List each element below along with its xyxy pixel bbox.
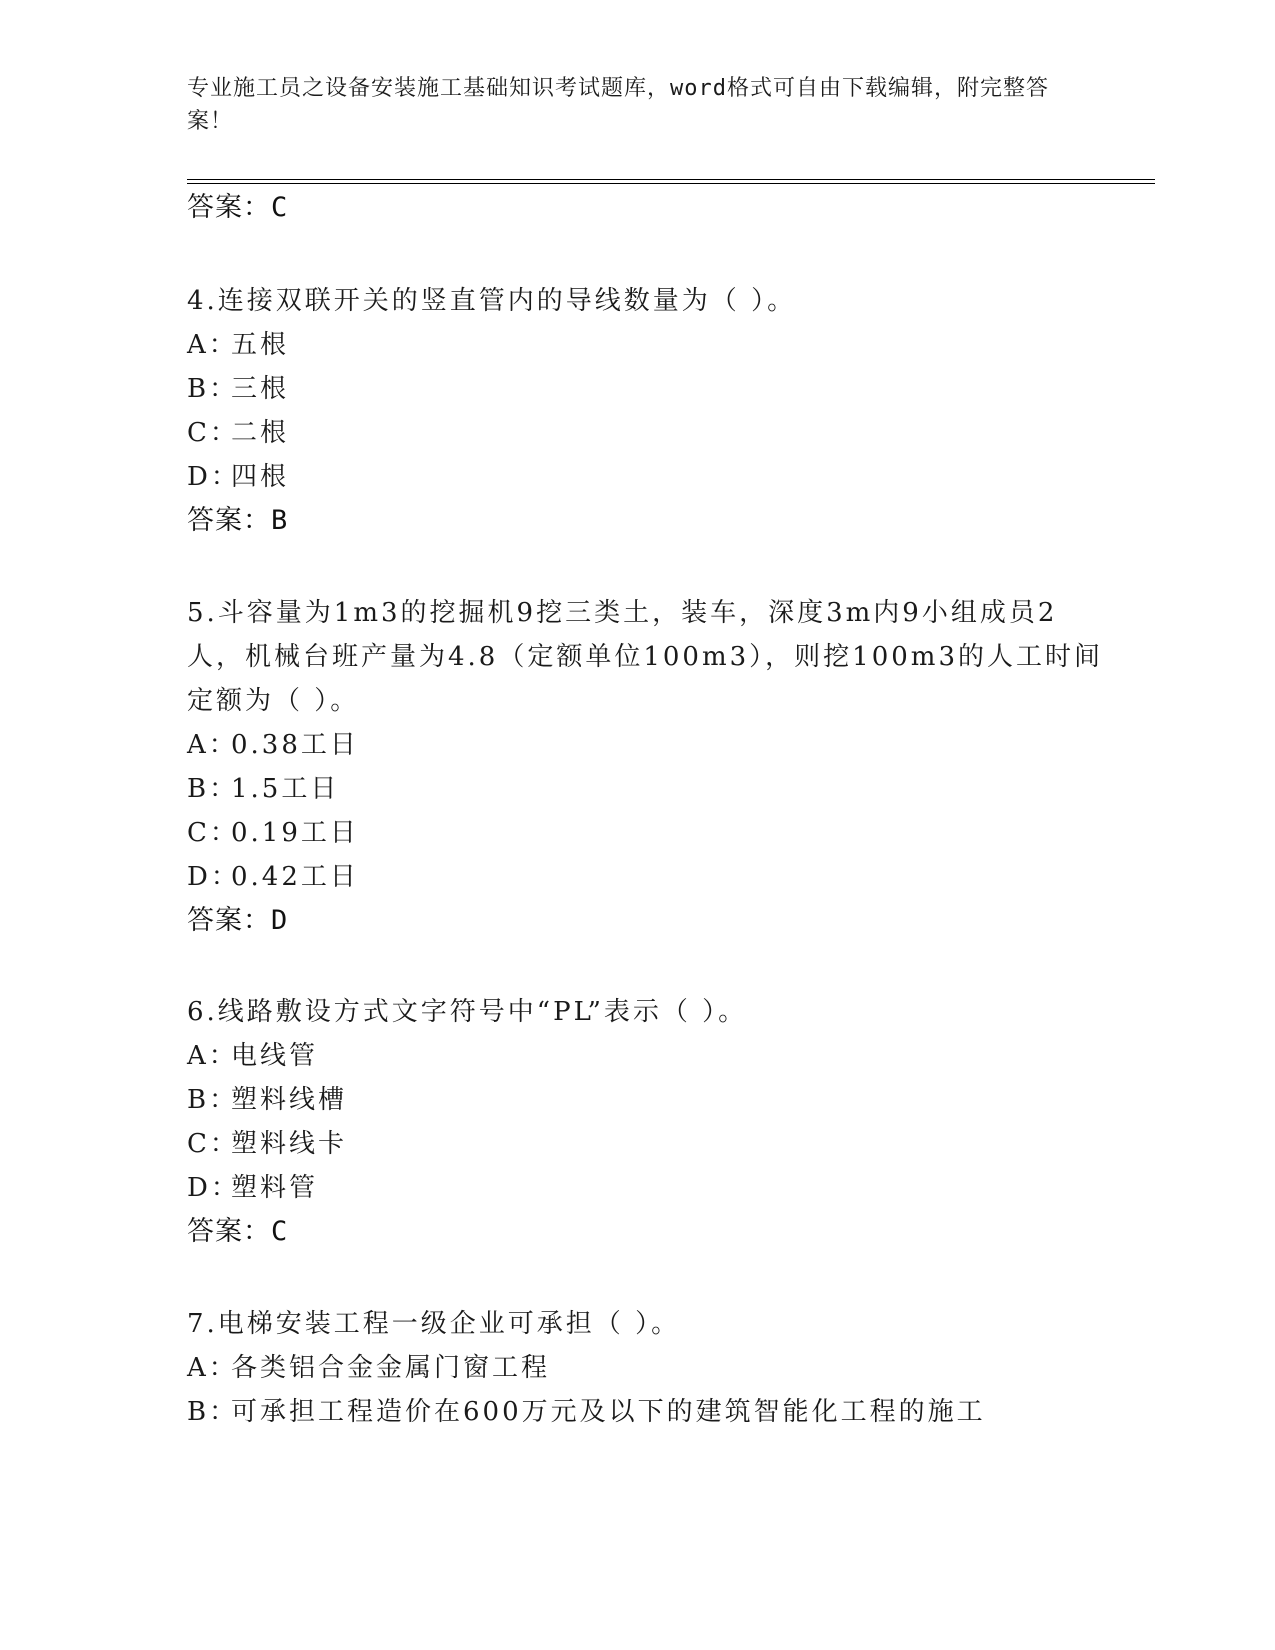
question-7-option-a (187, 1353, 550, 1383)
option-label: A： (187, 1041, 238, 1071)
option-text: 0.19工日 (231, 818, 359, 848)
option-text: 可承担工程造价在600万元及以下的建筑智能化工程的施工 (231, 1397, 986, 1427)
option-label: D： (187, 462, 240, 492)
question-4-option-d (187, 462, 289, 492)
option-label: B： (187, 1397, 239, 1427)
answer-q3: 答案：C (187, 192, 289, 223)
option-label: C： (187, 818, 239, 848)
question-7-option-b (187, 1397, 986, 1427)
option-text: 四根 (231, 462, 290, 492)
option-text: 电线管 (231, 1041, 319, 1071)
question-6-option-a (187, 1041, 318, 1071)
question-5-option-b (187, 774, 339, 804)
question-5-stem-line-1: 5.斗容量为1m3的挖掘机9挖三类土，装车，深度3m内9小组成员2 (187, 598, 1058, 628)
option-label: B： (187, 1085, 239, 1115)
option-text: 0.42工日 (231, 862, 359, 892)
option-label: C： (187, 418, 239, 448)
header-rule-top (187, 179, 1155, 180)
option-text: 各类铝合金金属门窗工程 (231, 1353, 551, 1383)
question-6-stem: 6.线路敷设方式文字符号中“PL”表示（ ）。 (187, 997, 748, 1027)
option-label: C： (187, 1129, 239, 1159)
option-label: D： (187, 862, 240, 892)
option-label: B： (187, 374, 239, 404)
option-label: A： (187, 730, 238, 760)
option-text: 1.5工日 (231, 774, 340, 804)
question-4-option-b (187, 374, 289, 404)
option-label: A： (187, 330, 238, 360)
question-6-option-d (187, 1173, 318, 1203)
option-text: 二根 (231, 418, 290, 448)
answer-q5: 答案：D (187, 905, 289, 936)
question-4-option-c (187, 418, 289, 448)
question-6-option-b (187, 1085, 347, 1115)
question-5-option-d (187, 862, 359, 892)
question-7-stem: 7.电梯安装工程一级企业可承担（ ）。 (187, 1309, 681, 1339)
answer-q4: 答案：B (187, 505, 289, 536)
option-label: B： (187, 774, 239, 804)
question-4-stem: 4.连接双联开关的竖直管内的导线数量为（ ）。 (187, 286, 797, 316)
question-4-option-a (187, 330, 289, 360)
header-rule-bottom (187, 183, 1155, 184)
option-text: 三根 (231, 374, 290, 404)
option-text: 塑料线槽 (231, 1085, 348, 1115)
option-text: 塑料管 (231, 1173, 319, 1203)
question-5-stem-line-2: 人，机械台班产量为4.8（定额单位100m3），则挖100m3的人工时间 (187, 642, 1103, 672)
question-5-option-a (187, 730, 359, 760)
option-text: 塑料线卡 (231, 1129, 348, 1159)
option-text: 0.38工日 (231, 730, 359, 760)
question-5-option-c (187, 818, 359, 848)
document-header: 专业施工员之设备安装施工基础知识考试题库，word格式可自由下载编辑，附完整答案！ (187, 76, 1049, 134)
question-6-option-c (187, 1129, 347, 1159)
option-label: A： (187, 1353, 238, 1383)
answer-q6: 答案：C (187, 1216, 289, 1247)
option-label: D： (187, 1173, 240, 1203)
question-5-stem-line-3: 定额为（ ）。 (187, 686, 360, 716)
option-text: 五根 (231, 330, 290, 360)
